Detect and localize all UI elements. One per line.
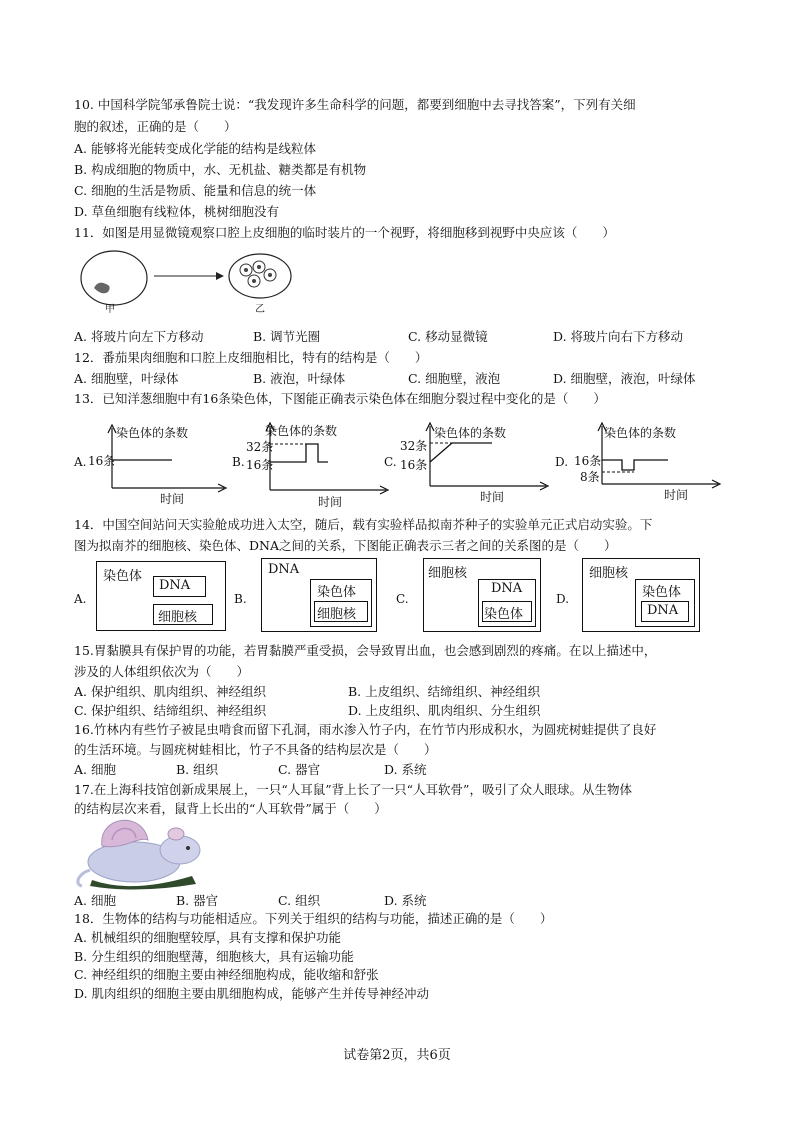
diagram-b-outer — [261, 558, 377, 632]
graph-c-tick-32: 32条 — [400, 439, 428, 453]
diagram-d-outer — [582, 558, 700, 632]
q16-option-c: C. 器官 — [278, 762, 321, 777]
graph-c-xlabel: 时间 — [480, 490, 505, 504]
q18-option-c: C. 神经组织的细胞主要由神经细胞构成，能收缩和舒张 — [74, 967, 379, 982]
q16-stem-line2: 的生活环境。与圆疣树蛙相比，竹子不具备的结构层次是（ ） — [74, 742, 437, 757]
diagram-c-outer — [423, 558, 541, 632]
q14-stem-line2: 图为拟南芥的细胞核、染色体、DNA之间的关系，下图能正确表示三者之间的关系图的是（ ） — [74, 538, 617, 553]
diagram-b-letter: B. — [234, 592, 247, 606]
q18-stem: 18．生物体的结构与功能相适应。下列关于组织的结构与功能，描述正确的是（ ） — [74, 911, 553, 926]
graph-d-curve — [602, 460, 668, 470]
graph-a-plot — [104, 420, 234, 496]
q12-stem: 12．番茄果肉细胞和口腔上皮细胞相比，特有的结构是（ ） — [74, 350, 428, 365]
q15-stem-line2: 涉及的人体组织依次为（ ） — [74, 664, 250, 679]
diagram-b-inner1 — [310, 579, 372, 627]
graph-c-letter: C. — [384, 455, 397, 469]
q11-option-c: C. 移动显微镜 — [408, 329, 488, 344]
label-jia: 甲 — [105, 304, 115, 315]
q16-option-a: A. 细胞 — [74, 762, 116, 777]
page-footer: 试卷第2页，共6页 — [343, 1048, 451, 1063]
graph-c-curve — [430, 443, 492, 462]
graph-a-tick-16: 16条 — [88, 454, 116, 468]
graph-d-ylabel: 染色体的条数 — [604, 426, 677, 440]
graph-b-tick-32: 32条 — [246, 440, 274, 454]
graph-b-ylabel: 染色体的条数 — [265, 424, 338, 438]
q10-option-a: A. 能够将光能转变成化学能的结构是线粒体 — [74, 141, 316, 156]
q17-option-c: C. 组织 — [278, 893, 321, 908]
q15-option-c: C. 保护组织、结缔组织、神经组织 — [74, 703, 267, 718]
diagram-c-outer-label: 细胞核 — [428, 566, 468, 581]
graph-b-curve — [270, 444, 328, 462]
graph-b-xlabel: 时间 — [318, 495, 343, 509]
diagram-b-inner1-label: 染色体 — [317, 585, 357, 600]
q11-option-d: D. 将玻片向右下方移动 — [553, 329, 684, 344]
q17-option-a: A. 细胞 — [74, 893, 116, 908]
diagram-d-inner2-label: DNA — [647, 603, 679, 618]
graph-b-plot — [262, 420, 392, 496]
q12-option-c: C. 细胞壁，液泡 — [408, 371, 501, 386]
q18-option-a: A. 机械组织的细胞壁较厚，具有支撑和保护功能 — [74, 930, 341, 945]
diagram-a-inner1 — [153, 576, 206, 597]
mouse-head — [160, 836, 200, 864]
diagram-c-inner1-label: DNA — [491, 581, 523, 596]
diagram-c-inner2 — [482, 601, 532, 622]
graph-d-plot — [594, 420, 724, 496]
diagram-d-inner1-label: 染色体 — [642, 585, 682, 600]
graph-c-ylabel: 染色体的条数 — [434, 426, 507, 440]
cell-jia — [94, 283, 110, 294]
graph-d-tick-8: 8条 — [580, 470, 600, 484]
field-jia — [81, 251, 147, 305]
q17-option-d: D. 系统 — [384, 893, 427, 908]
diagram-b-outer-label: DNA — [268, 562, 300, 577]
q12-option-b: B. 液泡，叶绿体 — [253, 371, 346, 386]
graph-d-letter: D. — [555, 455, 569, 469]
q10-option-c: C. 细胞的生活是物质、能量和信息的统一体 — [74, 183, 317, 198]
q13-stem: 13．已知洋葱细胞中有16条染色体，下图能正确表示染色体在细胞分裂过程中变化的是（ ） — [74, 391, 606, 406]
diagram-c-letter: C. — [396, 592, 409, 606]
diagram-d-outer-label: 细胞核 — [589, 566, 629, 581]
q16-option-d: D. 系统 — [384, 762, 427, 777]
q10-stem-line2: 胞的叙述，正确的是（ ） — [74, 119, 237, 134]
graph-b-letter: B. — [232, 455, 245, 469]
q17-option-b: B. 器官 — [176, 893, 219, 908]
diagram-d-inner1 — [635, 579, 695, 627]
mouse-eye — [186, 846, 190, 850]
q11-stem: 11．如图是用显微镜观察口腔上皮细胞的临时装片的一个视野，将细胞移到视野中央应该（ ） — [74, 225, 615, 240]
graph-a-xlabel: 时间 — [160, 492, 185, 506]
q18-option-d: D. 肌肉组织的细胞主要由肌细胞构成，能够产生并传导神经冲动 — [74, 986, 430, 1001]
q11-option-a: A. 将玻片向左下方移动 — [74, 329, 204, 344]
mouse-tail — [78, 870, 90, 886]
q10-option-b: B. 构成细胞的物质中，水、无机盐、糖类都是有机物 — [74, 162, 367, 177]
q11-option-b: B. 调节光圈 — [253, 329, 321, 344]
q14-stem-line1: 14．中国空间站问天实验舱成功进入太空，随后，载有实验样品拟南芥种子的实验单元正式启动实验。下 — [74, 517, 653, 532]
mouse-ear — [168, 828, 184, 840]
arrow-head-icon — [216, 272, 224, 280]
diagram-b-inner2-label: 细胞核 — [317, 607, 357, 622]
q18-option-b: B. 分生组织的细胞壁薄，细胞核大，具有运输功能 — [74, 949, 354, 964]
diagram-b-inner2 — [314, 601, 368, 622]
diagram-a-outer — [96, 561, 226, 631]
q15-stem-line1: 15.胃黏膜具有保护胃的功能，若胃黏膜严重受损，会导致胃出血，也会感到剧烈的疼痛。在以上描述中， — [74, 643, 657, 658]
q12-option-a: A. 细胞壁，叶绿体 — [74, 371, 179, 386]
q10-stem-line1: 10. 中国科学院邹承鲁院士说：“我发现许多生命科学的问题，都要到细胞中去寻找答案”，下列有关细 — [74, 97, 636, 112]
ear-mouse-image — [72, 810, 208, 890]
graph-b-tick-16: 16条 — [246, 458, 274, 472]
q15-option-a: A. 保护组织、肌肉组织、神经组织 — [74, 684, 266, 699]
diagram-a-inner2-label: 细胞核 — [158, 610, 198, 625]
diagram-c-inner1 — [478, 579, 536, 627]
diagram-a-inner2 — [153, 604, 213, 625]
diagram-a-outer-label: 染色体 — [103, 569, 143, 584]
diagram-d-inner2 — [641, 601, 689, 622]
q17-stem-line1: 17.在上海科技馆创新成果展上，一只“人耳鼠”背上长了一只“人耳软骨”，吸引了众人眼球。从生物体 — [74, 782, 632, 797]
diagram-c-inner2-label: 染色体 — [484, 607, 524, 622]
q17-stem-line2: 的结构层次来看，鼠背上长出的“人耳软骨”属于（ ） — [74, 801, 387, 816]
graph-a-ylabel: 染色体的条数 — [116, 426, 189, 440]
graph-a-letter: A. — [74, 455, 87, 469]
q16-stem-line1: 16.竹林内有些竹子被昆虫啃食而留下孔洞，雨水渗入竹子内，在竹节内形成积水，为圆疣树蛙提供了良好 — [74, 722, 657, 737]
graph-c-plot — [422, 420, 552, 496]
diagram-a-inner1-label: DNA — [159, 578, 191, 593]
graph-d-xlabel: 时间 — [664, 488, 689, 502]
q15-option-d: D. 上皮组织、肌肉组织、分生组织 — [348, 703, 541, 718]
diagram-a-letter: A. — [74, 592, 87, 606]
q10-option-d: D. 草鱼细胞有线粒体，桃树细胞没有 — [74, 204, 280, 219]
graph-c-tick-16: 16条 — [400, 458, 428, 472]
graph-d-tick-16: 16条 — [574, 454, 602, 468]
label-yi: 乙 — [255, 304, 265, 315]
q12-option-d: D. 细胞壁，液泡，叶绿体 — [553, 371, 696, 386]
q15-option-b: B. 上皮组织、结缔组织、神经组织 — [348, 684, 541, 699]
diagram-d-letter: D. — [556, 592, 570, 606]
q16-option-b: B. 组织 — [176, 762, 219, 777]
